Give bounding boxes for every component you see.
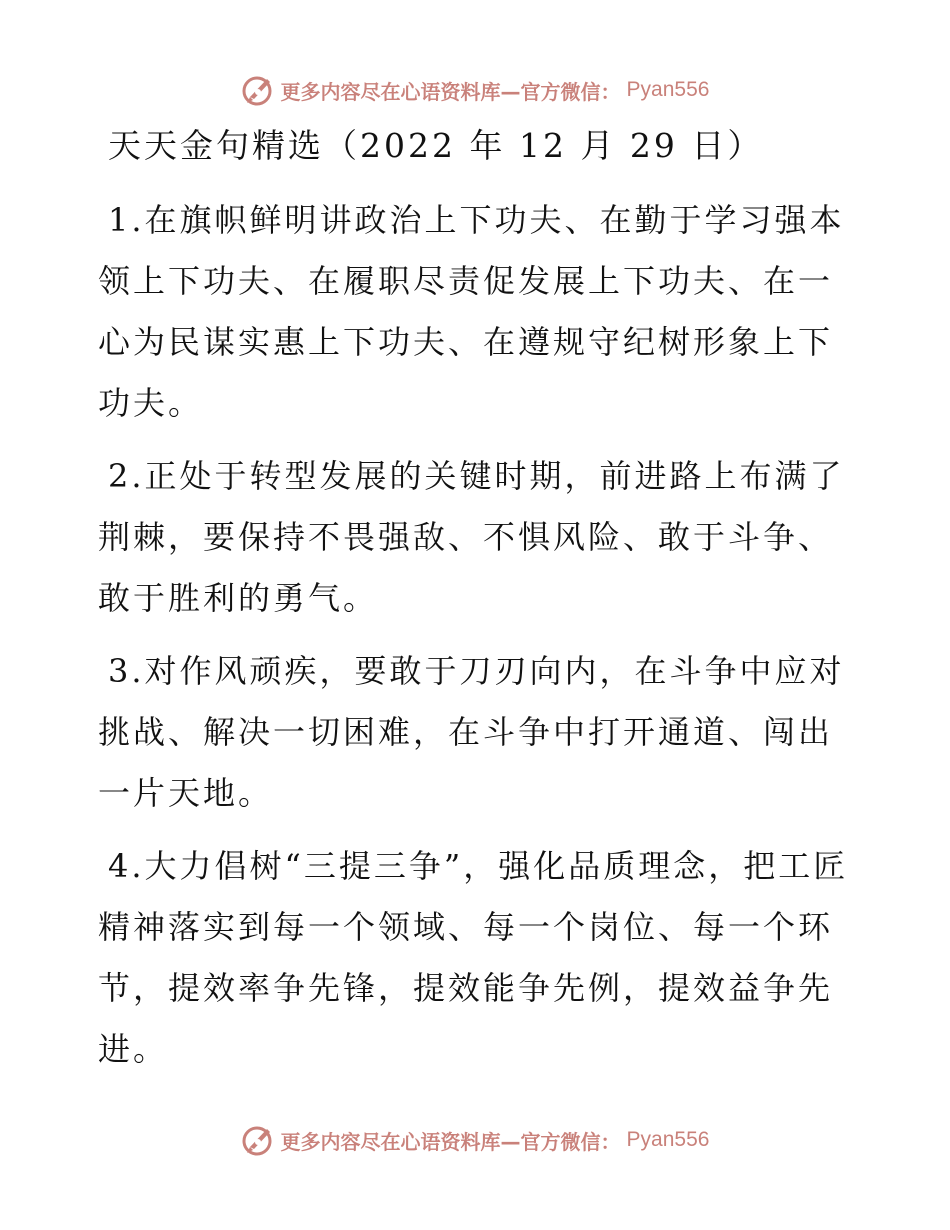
quote-list — [98, 190, 858, 1092]
footer-banner-text: 更多内容尽在心语资料库—官方微信： — [280, 1129, 621, 1154]
footer-banner-account: Pyan556 — [626, 1128, 710, 1151]
header-banner — [0, 70, 950, 110]
quote-item-1: 1.在旗帜鲜明讲政治上下功夫、在勤于学习强本领上下功夫、在履职尽责促发展上下功夫、在一心为民谋实惠上下功夫、在遵规守纪树形象上下功夫。 — [98, 201, 845, 422]
quill-pen-logo-icon — [241, 73, 275, 107]
quote-item-3: 3.对作风顽疾，要敢于刀刃向内，在斗争中应对挑战、解决一切困难，在斗争中打开通道、闯出一片天地。 — [98, 652, 845, 812]
page-title: 天天金句精选（2022 年 12 月 29 日） — [108, 126, 764, 165]
quote-item-4: 4.大力倡树“三提三争”，强化品质理念，把工匠精神落实到每一个领域、每一个岗位、每一个环节，提效率争先锋，提效能争先例，提效益争先进。 — [98, 847, 849, 1068]
header-banner-text: 更多内容尽在心语资料库—官方微信： — [280, 79, 621, 104]
quote-item-2: 2.正处于转型发展的关键时期，前进路上布满了荆棘，要保持不畏强敌、不惧风险、敢于斗争、敢于胜利的勇气。 — [98, 457, 845, 617]
header-banner-account: Pyan556 — [626, 78, 710, 101]
quill-pen-logo-icon — [241, 1123, 275, 1157]
footer-banner — [0, 1120, 950, 1160]
